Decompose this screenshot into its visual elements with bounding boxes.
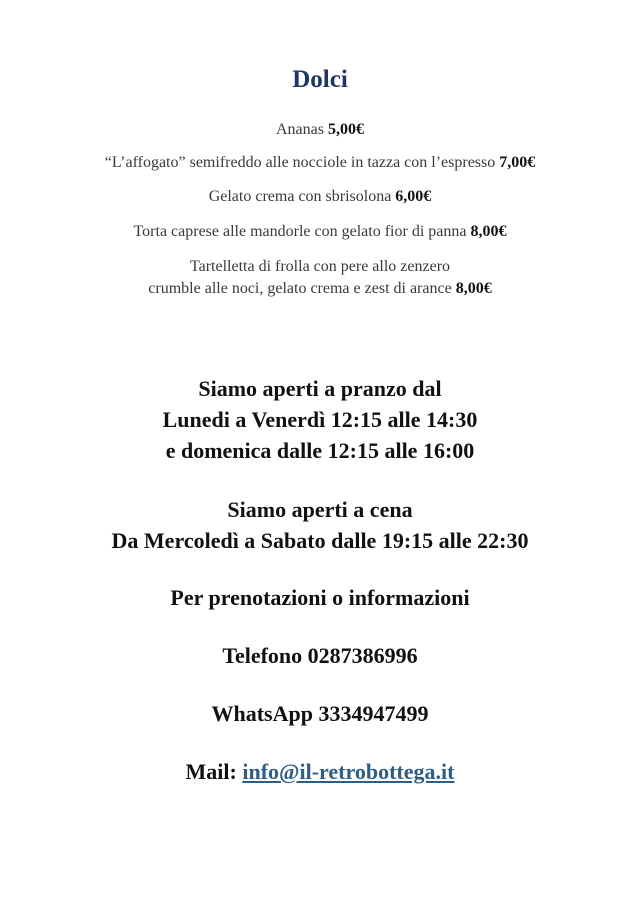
lunch-hours-line2: Lunedi a Venerdì 12:15 alle 14:30	[162, 407, 478, 432]
whatsapp-number: WhatsApp 3334947499	[211, 701, 429, 726]
item-name-line1: Tartelletta di frolla con pere allo zenzero	[189, 258, 451, 275]
item-price: 6,00€	[395, 188, 432, 205]
menu-item	[0, 153, 640, 173]
mail-link[interactable]: info@il-retrobottega.it	[242, 759, 455, 784]
section-title: Dolci	[292, 66, 348, 93]
item-name: Gelato crema con sbrisolona	[208, 188, 392, 205]
lunch-hours-line3: e domenica dalle 12:15 alle 16:00	[165, 438, 475, 463]
dinner-hours-line1: Siamo aperti a cena	[227, 497, 413, 522]
menu-item	[0, 120, 640, 140]
menu-item	[0, 187, 640, 207]
item-price: 5,00€	[327, 121, 364, 138]
item-price: 7,00€	[499, 154, 536, 171]
item-price: 8,00€	[455, 280, 492, 297]
mail-label: Mail:	[185, 759, 237, 784]
contacts-heading: Per prenotazioni o informazioni	[170, 585, 470, 610]
lunch-hours-line1: Siamo aperti a pranzo dal	[198, 376, 442, 401]
menu-item	[0, 257, 640, 299]
phone-number: Telefono 0287386996	[222, 643, 418, 668]
item-name: Ananas	[276, 121, 324, 138]
item-name: “L’affogato” semifreddo alle nocciole in tazza con l’espresso	[104, 154, 496, 171]
item-name-line2: crumble alle noci, gelato crema e zest di arance	[148, 280, 452, 297]
menu-item	[0, 222, 640, 242]
item-name: Torta caprese alle mandorle con gelato fior di panna	[133, 223, 467, 240]
mail-line	[0, 757, 640, 787]
dinner-hours-line2: Da Mercoledì a Sabato dalle 19:15 alle 22:30	[111, 528, 529, 553]
item-price: 8,00€	[470, 223, 507, 240]
